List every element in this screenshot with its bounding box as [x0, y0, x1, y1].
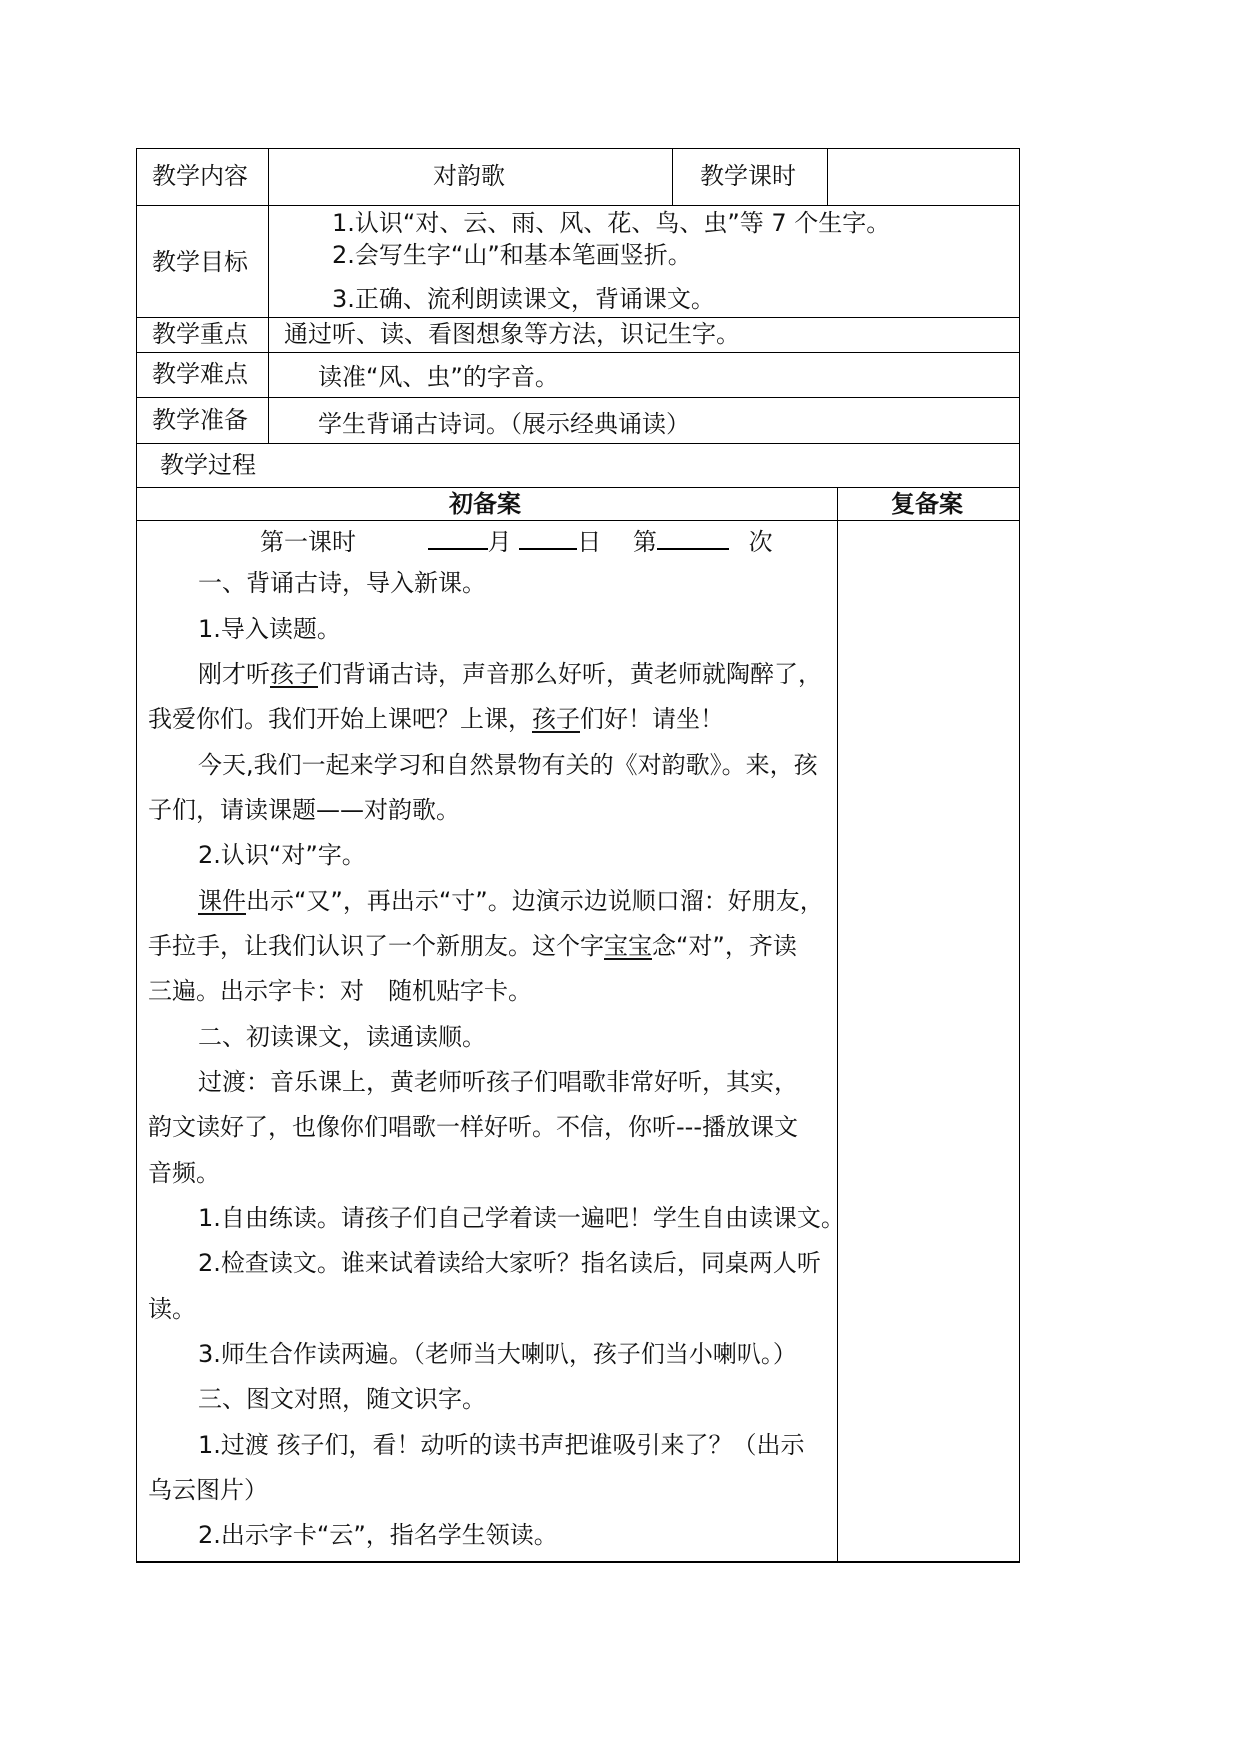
process-label: 教学过程: [160, 451, 256, 479]
month-label: 月: [487, 528, 512, 556]
underlined-word: 课件: [198, 887, 246, 915]
day-blank[interactable]: [519, 524, 577, 550]
section-heading: 二、初读课文，读通读顺。: [198, 1023, 486, 1051]
difficulty-value: 读准“风、虫”的字音。: [318, 363, 559, 391]
initial-plan-header: 初备案: [449, 490, 521, 518]
paragraph-line: 课件出示“又”，再出示“寸”。边演示边说顺口溜：好朋友，: [198, 887, 824, 915]
revised-plan-header: 复备案: [891, 490, 963, 518]
paragraph-line: 韵文读好了，也像你们唱歌一样好听。不信，你听---播放课文: [148, 1113, 798, 1141]
paragraph-line: 1.自由练读。请孩子们自己学着读一遍吧！学生自由读课文。: [198, 1204, 845, 1232]
lesson-label: 第一课时: [260, 528, 356, 556]
paragraph-line: 2.认识“对”字。: [198, 841, 366, 869]
paragraph-line: 今天,我们一起来学习和自然景物有关的《对韵歌》。来，孩: [198, 751, 818, 779]
session-line: [260, 524, 773, 557]
goal-item: 1.认识“对、云、雨、风、花、鸟、虫”等 7 个生字。: [332, 209, 891, 237]
table-border: [136, 520, 1020, 521]
month-blank[interactable]: [428, 524, 488, 550]
table-border: [136, 487, 1020, 488]
paragraph-line: 1.导入读题。: [198, 615, 341, 643]
key-value: 通过听、读、看图想象等方法，识记生字。: [284, 320, 740, 348]
underlined-word: 孩子: [532, 705, 580, 733]
key-label: 教学重点: [152, 320, 248, 348]
paragraph-line: 我爱你们。我们开始上课吧？上课，孩子们好！请坐！: [148, 705, 724, 733]
times-label: 次: [748, 528, 773, 556]
paragraph-line: 三遍。出示字卡：对 随机贴字卡。: [148, 977, 532, 1005]
table-border: [136, 1561, 1020, 1563]
content-value: 对韵歌: [433, 162, 505, 190]
difficulty-label: 教学难点: [152, 360, 248, 388]
paragraph-line: 1.过渡 孩子们，看！动听的读书声把谁吸引来了？（出示: [198, 1431, 805, 1459]
goal-item: 3.正确、流利朗读课文，背诵课文。: [332, 285, 715, 313]
table-border: [268, 148, 269, 443]
table-border: [136, 148, 137, 1563]
prep-value: 学生背诵古诗词。（展示经典诵读）: [318, 410, 690, 438]
underlined-word: 孩子: [270, 660, 318, 688]
paragraph-line: 3.师生合作读两遍。（老师当大喇叭，孩子们当小喇叭。）: [198, 1340, 797, 1368]
content-label: 教学内容: [152, 162, 248, 190]
paragraph-line: 音频。: [148, 1159, 220, 1187]
paragraph-line: 刚才听孩子们背诵古诗，声音那么好听，黄老师就陶醉了，: [198, 660, 822, 688]
table-border: [837, 487, 838, 1563]
paragraph-line: 2.出示字卡“云”，指名学生领读。: [198, 1521, 558, 1549]
table-border: [672, 148, 673, 205]
paragraph-line: 2.检查读文。谁来试着读给大家听？指名读后，同桌两人听: [198, 1249, 821, 1277]
hours-label: 教学课时: [700, 162, 796, 190]
prep-label: 教学准备: [152, 406, 248, 434]
goals-label: 教学目标: [152, 248, 248, 276]
paragraph-line: 乌云图片）: [148, 1476, 268, 1504]
table-border: [136, 443, 1020, 444]
paragraph-line: 子们，请读课题——对韵歌。: [148, 796, 460, 824]
section-heading: 一、背诵古诗，导入新课。: [198, 569, 486, 597]
times-blank[interactable]: [657, 524, 729, 550]
paragraph-line: 手拉手，让我们认识了一个新朋友。这个字宝宝念“对”，齐读: [148, 932, 797, 960]
paragraph-line: 过渡：音乐课上，黄老师听孩子们唱歌非常好听，其实，: [198, 1068, 798, 1096]
goal-item: 2.会写生字“山”和基本笔画竖折。: [332, 241, 692, 269]
nth-label: 第: [632, 528, 657, 556]
table-border: [1019, 148, 1020, 1563]
table-border: [827, 148, 828, 205]
paragraph-line: 读。: [148, 1295, 196, 1323]
underlined-word: 宝宝: [604, 932, 652, 960]
day-label: 日: [577, 528, 602, 556]
section-heading: 三、图文对照，随文识字。: [198, 1385, 486, 1413]
